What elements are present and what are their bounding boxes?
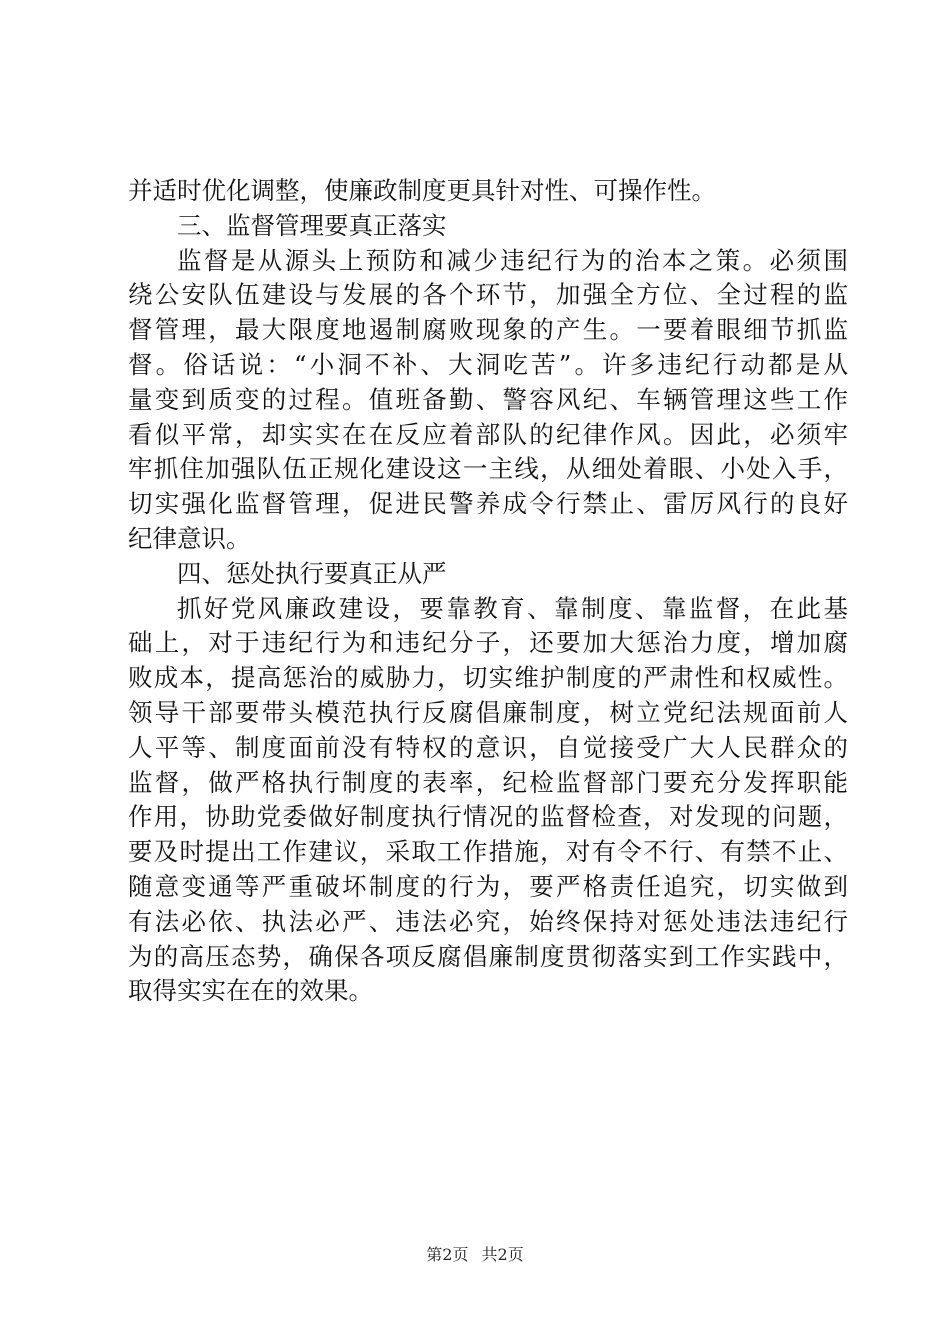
section-heading: 三、监督管理要真正落实	[177, 210, 447, 240]
paragraph-line: 础上，对于违纪行为和违纪分子，还要加大惩治力度，增加腐	[128, 628, 848, 658]
paragraph-line: 纪律意识。	[128, 523, 251, 553]
section-heading: 四、惩处执行要真正从严	[177, 558, 447, 588]
paragraph-line: 量变到质变的过程。值班备勤、警容风纪、车辆管理这些工作	[128, 384, 848, 414]
paragraph-line: 抓好党风廉政建设，要靠教育、靠制度、靠监督，在此基	[177, 593, 848, 623]
paragraph-line: 并适时优化调整，使廉政制度更具针对性、可操作性。	[128, 176, 716, 205]
paragraph-line: 有法必依、执法必严、违法必究，始终保持对惩处违法违纪行	[128, 906, 848, 936]
paragraph-line: 监督，做严格执行制度的表率，纪检监督部门要充分发挥职能	[128, 767, 848, 797]
paragraph-line: 切实强化监督管理，促进民警养成令行禁止、雷厉风行的良好	[128, 489, 848, 519]
paragraph-line: 为的高压态势，确保各项反腐倡廉制度贯彻落实到工作实践中，	[128, 941, 848, 971]
paragraph-line: 随意变通等严重破坏制度的行为，要严格责任追究，切实做到	[128, 871, 848, 901]
paragraph-line: 领导干部要带头模范执行反腐倡廉制度，树立党纪法规面前人	[128, 697, 848, 727]
paragraph-line: 败成本，提高惩治的威胁力，切实维护制度的严肃性和权威性。	[128, 663, 848, 693]
paragraph-line: 取得实实在在的效果。	[128, 976, 373, 1006]
paragraph-line: 人平等、制度面前没有特权的意识，自觉接受广大人民群众的	[128, 732, 848, 762]
paragraph-line: 监督是从源头上预防和减少违纪行为的治本之策。必须围	[177, 245, 848, 275]
paragraph-line: 牢抓住加强队伍正规化建设这一主线，从细处着眼、小处入手，	[128, 454, 848, 484]
paragraph-line: 督管理，最大限度地遏制腐败现象的产生。一要着眼细节抓监	[128, 315, 848, 345]
page-footer	[0, 1244, 950, 1266]
paragraph-line: 要及时提出工作建议，采取工作措施，对有令不行、有禁不止、	[128, 837, 848, 867]
page-number: 第2页	[426, 1245, 469, 1264]
paragraph-line: 看似平常，却实实在在反应着部队的纪律作风。因此，必须牢	[128, 419, 848, 449]
paragraph-line: 作用，协助党委做好制度执行情况的监督检查，对发现的问题，	[128, 802, 848, 832]
paragraph-line: 绕公安队伍建设与发展的各个环节，加强全方位、全过程的监	[128, 280, 848, 310]
page-total: 共2页	[481, 1245, 524, 1264]
document-body	[128, 174, 848, 1009]
paragraph-line: 督。俗话说：“小洞不补、大洞吃苦”。许多违纪行动都是从	[128, 349, 848, 379]
